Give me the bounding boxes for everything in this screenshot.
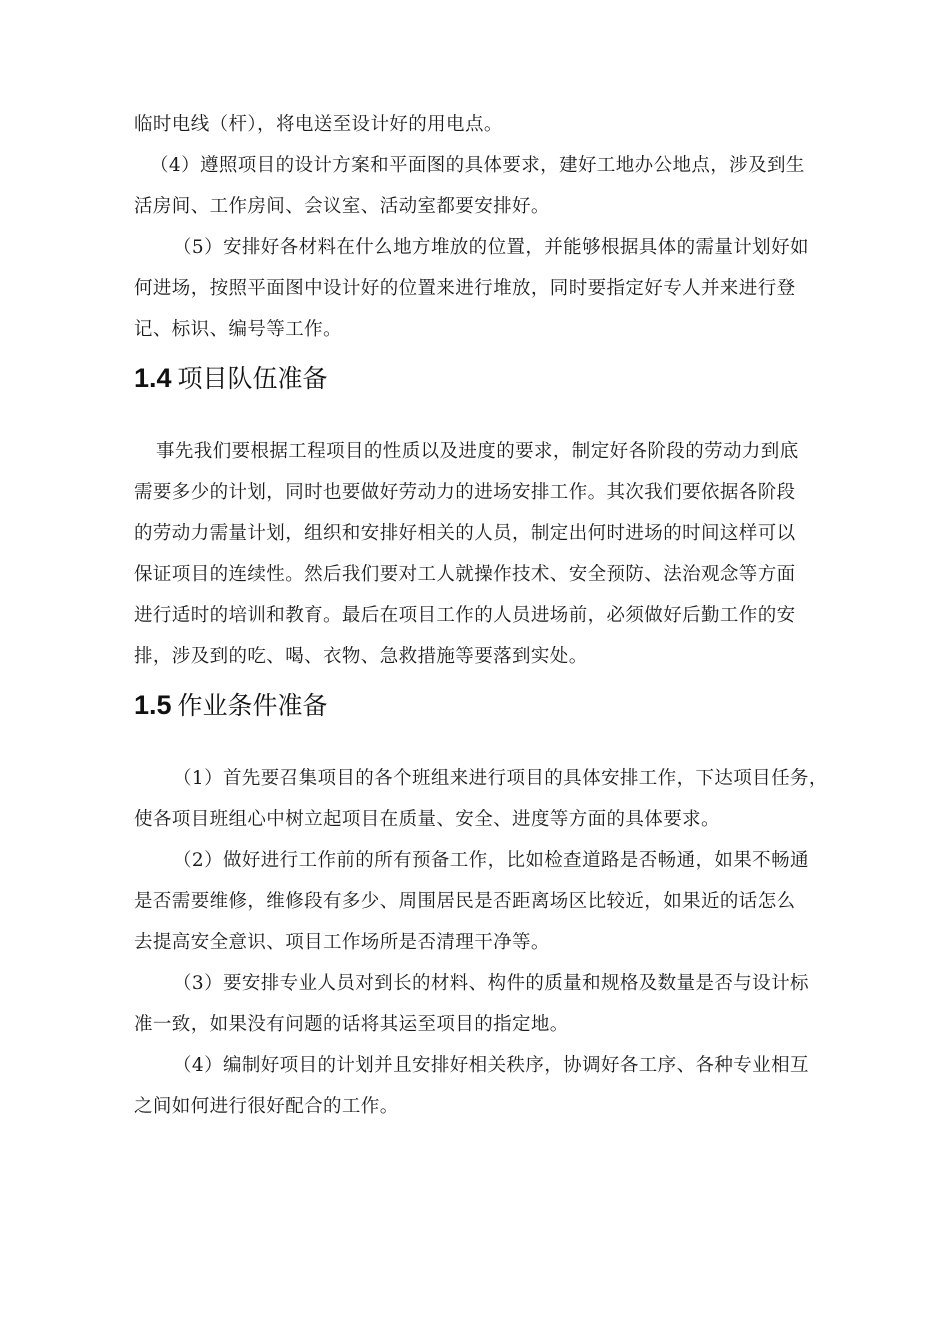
section-title: 作业条件准备 xyxy=(177,691,328,720)
paragraph-line: （4）编制好项目的计划并且安排好相关秩序，协调好各工序、各种专业相互 xyxy=(173,1055,809,1076)
paragraph-line: 进行适时的培训和教育。最后在项目工作的人员进场前，必须做好后勤工作的安 xyxy=(134,605,796,626)
paragraph-line: 是否需要维修，维修段有多少、周围居民是否距离场区比较近，如果近的话怎么 xyxy=(134,891,796,912)
paragraph-line: 何进场，按照平面图中设计好的位置来进行堆放，同时要指定好专人并来进行登 xyxy=(134,278,796,299)
paragraph-line: 临时电线（杆），将电送至设计好的用电点。 xyxy=(134,114,503,135)
paragraph-line: （1）首先要召集项目的各个班组来进行项目的具体安排工作，下达项目任务， xyxy=(173,768,828,789)
paragraph-line: （5）安排好各材料在什么地方堆放的位置，并能够根据具体的需量计划好如 xyxy=(173,237,809,258)
section-heading-1-5 xyxy=(134,688,328,723)
paragraph-line: （2）做好进行工作前的所有预备工作，比如检查道路是否畅通，如果不畅通 xyxy=(173,850,809,871)
paragraph-line: 记、标识、编号等工作。 xyxy=(134,319,342,340)
paragraph-line: 排，涉及到的吃、喝、衣物、急救措施等要落到实处。 xyxy=(134,646,588,667)
section-heading-1-4 xyxy=(134,361,328,396)
section-title: 项目队伍准备 xyxy=(177,364,328,393)
paragraph-line: 保证项目的连续性。然后我们要对工人就操作技术、安全预防、法治观念等方面 xyxy=(134,564,796,585)
paragraph-line: 使各项目班组心中树立起项目在质量、安全、进度等方面的具体要求。 xyxy=(134,809,720,830)
paragraph-line: 活房间、工作房间、会议室、活动室都要安排好。 xyxy=(134,196,550,217)
paragraph-line: 去提高安全意识、项目工作场所是否清理干净等。 xyxy=(134,932,550,953)
paragraph-line: 的劳动力需量计划，组织和安排好相关的人员，制定出何时进场的时间这样可以 xyxy=(134,523,796,544)
paragraph-line: （4）遵照项目的设计方案和平面图的具体要求，建好工地办公地点，涉及到生 xyxy=(150,155,805,176)
paragraph-line: （3）要安排专业人员对到长的材料、构件的质量和规格及数量是否与设计标 xyxy=(173,973,809,994)
paragraph-line: 需要多少的计划，同时也要做好劳动力的进场安排工作。其次我们要依据各阶段 xyxy=(134,482,796,503)
section-number: 1.5 xyxy=(134,690,172,720)
paragraph-line: 之间如何进行很好配合的工作。 xyxy=(134,1096,399,1117)
paragraph-line: 准一致，如果没有问题的话将其运至项目的指定地。 xyxy=(134,1014,569,1035)
section-number: 1.4 xyxy=(134,363,172,393)
paragraph-line: 事先我们要根据工程项目的性质以及进度的要求，制定好各阶段的劳动力到底 xyxy=(156,441,799,462)
